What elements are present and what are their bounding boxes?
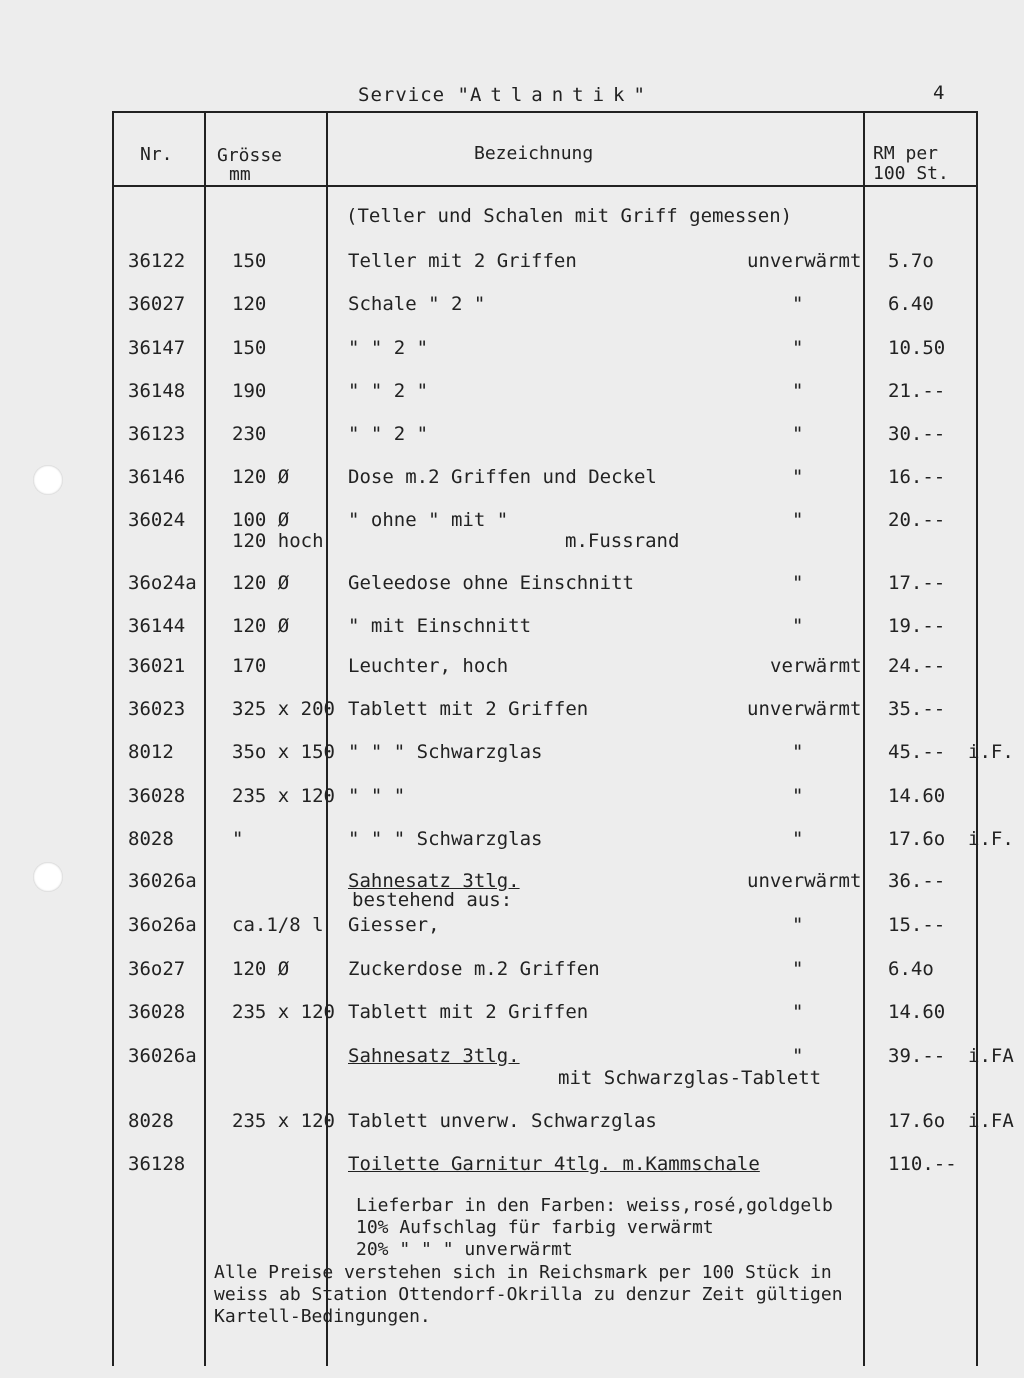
punch-hole (33, 862, 63, 892)
item-number: 36o26a (128, 914, 197, 936)
item-size: 150 (232, 250, 267, 272)
col-header-groesse-unit: mm (229, 164, 251, 185)
item-description: Sahnesatz 3tlg. (348, 1045, 520, 1067)
item-size: 190 (232, 380, 267, 402)
col-header-nr: Nr. (140, 144, 173, 165)
item-description: Schale " 2 " (348, 293, 486, 315)
column-divider (326, 111, 328, 1366)
item-number: 36023 (128, 698, 186, 720)
item-heating: " (792, 615, 804, 637)
page-title: Service "Atlantik" (358, 84, 646, 106)
item-price: 17.6o (888, 828, 946, 850)
colors-note-line: 20% " " " unverwärmt (356, 1239, 573, 1260)
item-heating: " (792, 1001, 804, 1023)
item-description: " " 2 " (348, 423, 429, 445)
item-size: 120 (232, 293, 267, 315)
item-number: 36027 (128, 293, 186, 315)
item-number: 36026a (128, 1045, 197, 1067)
item-description: Tablett mit 2 Griffen (348, 698, 589, 720)
footer-line: weiss ab Station Ottendorf-Okrilla zu denzur Zeit gültigen (214, 1284, 843, 1305)
item-size: 100 Ø (232, 509, 290, 531)
item-price-note: i.FA (968, 1045, 1014, 1067)
measurement-note: (Teller und Schalen mit Griff gemessen) (346, 205, 793, 227)
item-price: 19.-- (888, 615, 946, 637)
item-description: " " " (348, 785, 406, 807)
item-description: Geleedose ohne Einschnitt (348, 572, 634, 594)
item-size: ca.1/8 l (232, 914, 324, 936)
item-number: 36o27 (128, 958, 186, 980)
item-price: 39.-- (888, 1045, 946, 1067)
item-heating: " (792, 572, 804, 594)
item-price-note: i.FA (968, 1110, 1014, 1132)
item-size: 235 x 120 (232, 785, 335, 807)
item-heating: " (792, 509, 804, 531)
item-size: 120 Ø (232, 572, 290, 594)
item-size: 230 (232, 423, 267, 445)
item-size: 120 Ø (232, 958, 290, 980)
item-price: 21.-- (888, 380, 946, 402)
item-number: 36123 (128, 423, 186, 445)
item-heating: unverwärmt (747, 250, 862, 272)
page-number: 4 (933, 82, 945, 104)
item-price: 35.-- (888, 698, 946, 720)
item-description: Giesser, (348, 914, 440, 936)
table-right-border (976, 111, 978, 1366)
item-heating: " (792, 423, 804, 445)
item-heating: " (792, 958, 804, 980)
col-header-groesse: Grösse (217, 145, 283, 166)
col-header-rm: RM per (873, 143, 939, 164)
item-number: 36146 (128, 466, 186, 488)
item-number: 36144 (128, 615, 186, 637)
item-price: 30.-- (888, 423, 946, 445)
item-price: 45.-- (888, 741, 946, 763)
item-price: 5.7o (888, 250, 934, 272)
item-price: 24.-- (888, 655, 946, 677)
column-divider (863, 111, 865, 1366)
item-description: " ohne " mit " (348, 509, 509, 531)
item-description: " " " Schwarzglas (348, 828, 543, 850)
item-number: 36o24a (128, 572, 197, 594)
item-size-extra: 120 hoch (232, 530, 324, 552)
item-description-extra: mit Schwarzglas-Tablett (558, 1067, 822, 1089)
punch-hole (33, 465, 63, 495)
item-size: 235 x 120 (232, 1001, 335, 1023)
item-price: 16.-- (888, 466, 946, 488)
item-description: Dose m.2 Griffen und Deckel (348, 466, 657, 488)
item-heating: " (792, 466, 804, 488)
item-size: " (232, 828, 244, 850)
col-header-bezeichnung: Bezeichnung (474, 143, 594, 164)
item-size: 35o x 150 (232, 741, 335, 763)
item-heating: " (792, 741, 804, 763)
item-size: 120 Ø (232, 466, 290, 488)
item-size: 235 x 120 (232, 1110, 335, 1132)
table-top-border (112, 111, 978, 113)
item-description-extra: m.Fussrand (565, 530, 680, 552)
table-left-border (112, 111, 114, 1366)
item-heating: " (792, 828, 804, 850)
footer-line: Kartell-Bedingungen. (214, 1306, 431, 1327)
item-description: " " 2 " (348, 380, 429, 402)
item-size: 120 Ø (232, 615, 290, 637)
item-description: Tablett unverw. Schwarzglas (348, 1110, 657, 1132)
item-number: 36026a (128, 870, 197, 892)
item-price: 20.-- (888, 509, 946, 531)
item-price-note: i.F. (968, 828, 1014, 850)
item-number: 36028 (128, 785, 186, 807)
item-number: 8028 (128, 828, 174, 850)
item-size: 325 x 200 (232, 698, 335, 720)
item-number: 36147 (128, 337, 186, 359)
item-description: Leuchter, hoch (348, 655, 509, 677)
item-description: " mit Einschnitt (348, 615, 532, 637)
item-price: 110.-- (888, 1153, 957, 1175)
item-number: 36128 (128, 1153, 186, 1175)
header-bottom-border (112, 185, 978, 187)
item-price: 6.4o (888, 958, 934, 980)
item-size: 170 (232, 655, 267, 677)
item-description: Teller mit 2 Griffen (348, 250, 577, 272)
item-heating: " (792, 785, 804, 807)
item-number: 8012 (128, 741, 174, 763)
item-number: 36148 (128, 380, 186, 402)
item-heating: verwärmt (770, 655, 862, 677)
item-description: " " " Schwarzglas (348, 741, 543, 763)
item-price: 14.60 (888, 1001, 946, 1023)
item-price-note: i.F. (968, 741, 1014, 763)
item-description: Zuckerdose m.2 Griffen (348, 958, 600, 980)
item-number: 36021 (128, 655, 186, 677)
footer-line: Alle Preise verstehen sich in Reichsmark per 100 Stück in (214, 1262, 832, 1283)
item-price: 10.50 (888, 337, 946, 359)
colors-note-line: Lieferbar in den Farben: weiss,rosé,goldgelb (356, 1195, 833, 1216)
item-price: 17.-- (888, 572, 946, 594)
item-heating: " (792, 1045, 804, 1067)
colors-note-line: 10% Aufschlag für farbig verwärmt (356, 1217, 714, 1238)
col-header-rm-unit: 100 St. (873, 163, 949, 184)
item-price: 17.6o (888, 1110, 946, 1132)
item-description-extra: bestehend aus: (352, 889, 513, 911)
column-divider (204, 111, 206, 1366)
item-price: 6.40 (888, 293, 934, 315)
item-price: 36.-- (888, 870, 946, 892)
item-heating: " (792, 380, 804, 402)
item-heating: " (792, 914, 804, 936)
item-price: 14.60 (888, 785, 946, 807)
item-heating: " (792, 293, 804, 315)
item-number: 8028 (128, 1110, 174, 1132)
item-heating: unverwärmt (747, 698, 862, 720)
item-number: 36024 (128, 509, 186, 531)
item-heating: unverwärmt (747, 870, 862, 892)
item-description: Sahnesatz 3tlg. (348, 870, 520, 892)
item-number: 36028 (128, 1001, 186, 1023)
item-price: 15.-- (888, 914, 946, 936)
item-description: Tablett mit 2 Griffen (348, 1001, 589, 1023)
item-heating: " (792, 337, 804, 359)
item-number: 36122 (128, 250, 186, 272)
item-description: " " 2 " (348, 337, 429, 359)
item-description: Toilette Garnitur 4tlg. m.Kammschale (348, 1153, 760, 1175)
item-size: 150 (232, 337, 267, 359)
